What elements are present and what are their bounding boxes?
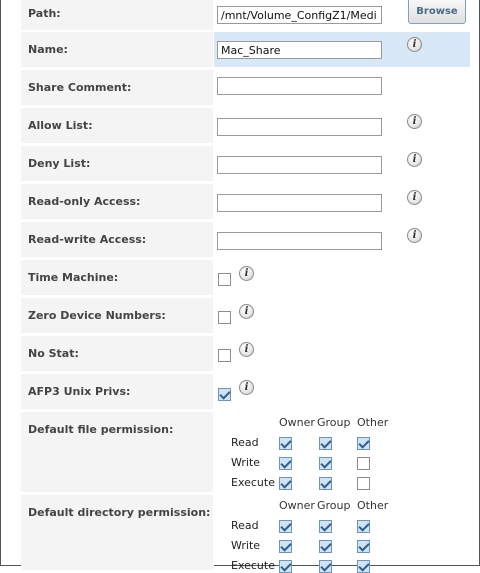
deny-list-row xyxy=(21,146,470,181)
file-perm-group-write-checkbox[interactable] xyxy=(319,457,332,470)
deny-list-input[interactable] xyxy=(217,156,382,174)
directory-perm-group-read-checkbox[interactable] xyxy=(319,520,332,533)
afp3-unix-privs-row xyxy=(21,374,470,409)
share-comment-value-cell xyxy=(217,70,470,105)
name-value-cell xyxy=(217,32,470,67)
directory-permission-row xyxy=(21,495,470,570)
file-perm-group-execute-checkbox[interactable] xyxy=(319,477,332,490)
deny-list-label: Deny List: xyxy=(21,146,214,181)
read-only-access-label: Read-only Access: xyxy=(21,184,214,219)
file-perm-owner-execute-checkbox[interactable] xyxy=(279,477,292,490)
directory-perm-group-write-checkbox[interactable] xyxy=(319,540,332,553)
info-icon[interactable]: i xyxy=(407,190,422,205)
info-icon[interactable]: i xyxy=(407,152,422,167)
allow-list-row xyxy=(21,108,470,143)
info-icon[interactable]: i xyxy=(239,304,254,319)
allow-list-value-cell xyxy=(217,108,470,143)
directory-permission-label: Default directory permission: xyxy=(21,495,214,570)
name-input[interactable] xyxy=(217,41,382,59)
no-stat-row xyxy=(21,336,470,371)
file-perm-other-write-checkbox[interactable] xyxy=(357,457,370,470)
time-machine-label: Time Machine: xyxy=(21,260,214,295)
directory-permission-grid xyxy=(217,495,470,570)
read-write-access-value-cell xyxy=(217,222,470,257)
permission-row-write: Write xyxy=(231,456,261,469)
file-perm-group-read-checkbox[interactable] xyxy=(319,437,332,450)
zero-device-numbers-label: Zero Device Numbers: xyxy=(21,298,214,333)
permission-column-other: Other xyxy=(357,416,389,429)
allow-list-input[interactable] xyxy=(217,118,382,136)
permission-column-group: Group xyxy=(317,416,351,429)
no-stat-value-cell xyxy=(217,336,470,371)
info-icon[interactable]: i xyxy=(407,228,422,243)
name-row xyxy=(21,32,470,67)
afp3-unix-privs-checkbox[interactable] xyxy=(218,388,231,401)
afp3-unix-privs-label: AFP3 Unix Privs: xyxy=(21,374,214,409)
browse-button[interactable]: Browse xyxy=(408,0,466,24)
no-stat-label: No Stat: xyxy=(21,336,214,371)
share-comment-label: Share Comment: xyxy=(21,70,214,105)
info-icon[interactable]: i xyxy=(407,37,422,52)
file-permission-grid xyxy=(217,412,470,492)
directory-perm-owner-read-checkbox[interactable] xyxy=(279,520,292,533)
afp3-unix-privs-value-cell xyxy=(217,374,470,409)
read-write-access-row xyxy=(21,222,470,257)
read-only-access-value-cell xyxy=(217,184,470,219)
read-write-access-label: Read-write Access: xyxy=(21,222,214,257)
read-write-access-input[interactable] xyxy=(217,232,382,250)
permission-column-group: Group xyxy=(317,499,351,512)
file-perm-owner-read-checkbox[interactable] xyxy=(279,437,292,450)
info-icon[interactable]: i xyxy=(239,380,254,395)
read-only-access-row xyxy=(21,184,470,219)
directory-perm-other-write-checkbox[interactable] xyxy=(357,540,370,553)
directory-perm-other-read-checkbox[interactable] xyxy=(357,520,370,533)
name-label: Name: xyxy=(21,32,214,67)
read-only-access-input[interactable] xyxy=(217,194,382,212)
directory-perm-owner-write-checkbox[interactable] xyxy=(279,540,292,553)
path-input[interactable] xyxy=(217,6,382,24)
permission-row-read: Read xyxy=(231,436,259,449)
share-comment-input[interactable] xyxy=(217,77,382,95)
time-machine-checkbox[interactable] xyxy=(218,273,231,286)
permission-row-execute: Execute xyxy=(231,476,275,489)
permission-column-owner: Owner xyxy=(279,416,315,429)
info-icon[interactable]: i xyxy=(239,342,254,357)
zero-device-numbers-row xyxy=(21,298,470,333)
path-row xyxy=(21,0,470,30)
time-machine-value-cell xyxy=(217,260,470,295)
zero-device-numbers-checkbox[interactable] xyxy=(218,311,231,324)
time-machine-row xyxy=(21,260,470,295)
file-perm-other-execute-checkbox[interactable] xyxy=(357,477,370,490)
file-perm-owner-write-checkbox[interactable] xyxy=(279,457,292,470)
share-comment-row xyxy=(21,70,470,105)
file-permission-row xyxy=(21,412,470,492)
permission-column-other: Other xyxy=(357,499,389,512)
zero-device-numbers-value-cell xyxy=(217,298,470,333)
permission-row-write: Write xyxy=(231,539,261,552)
deny-list-value-cell xyxy=(217,146,470,181)
permission-column-owner: Owner xyxy=(279,499,315,512)
info-icon[interactable]: i xyxy=(407,114,422,129)
info-icon[interactable]: i xyxy=(239,266,254,281)
permission-row-read: Read xyxy=(231,519,259,532)
file-perm-other-read-checkbox[interactable] xyxy=(357,437,370,450)
permission-row-execute: Execute xyxy=(231,559,275,572)
no-stat-checkbox[interactable] xyxy=(218,349,231,362)
allow-list-label: Allow List: xyxy=(21,108,214,143)
path-label: Path: xyxy=(21,0,214,30)
file-permission-label: Default file permission: xyxy=(21,412,214,492)
